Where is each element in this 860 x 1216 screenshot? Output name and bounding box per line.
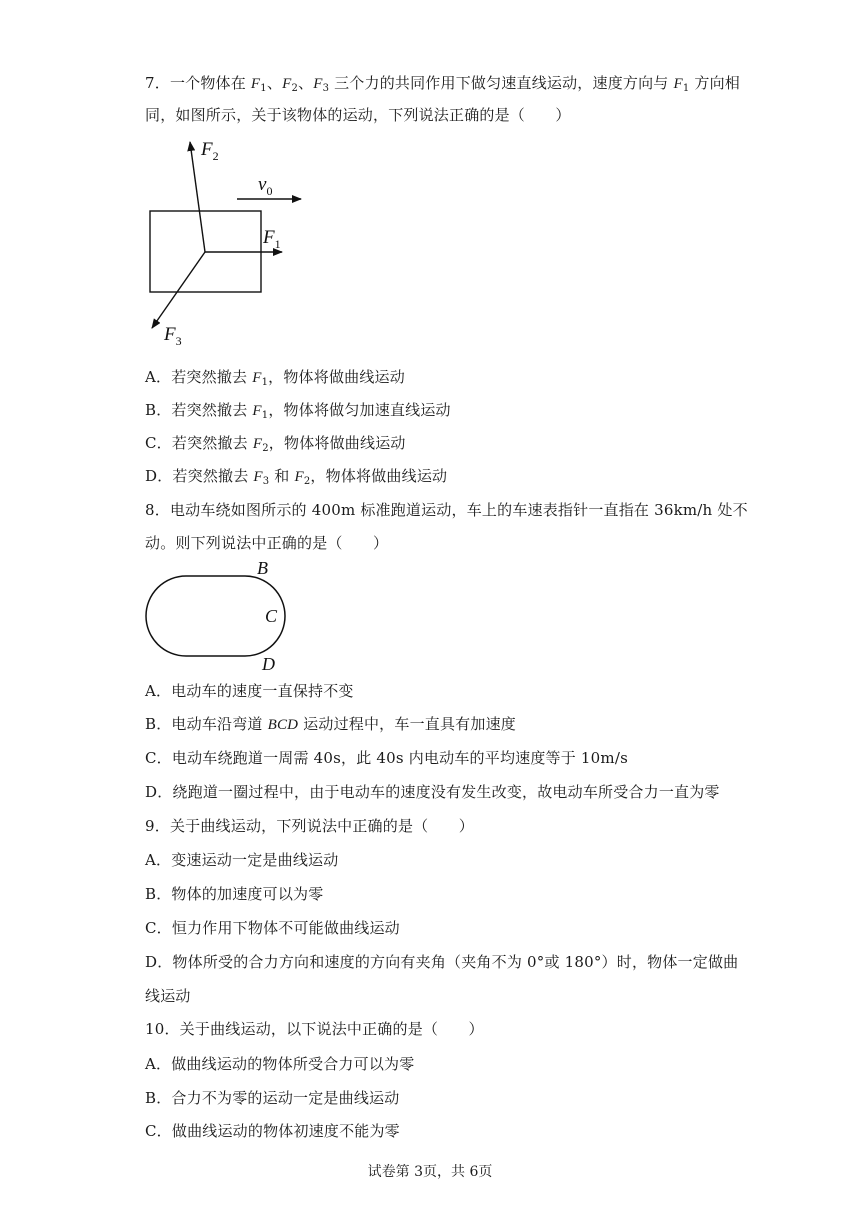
- q7-option-d: D．若突然撤去 $F_3$ 和 $F_2$，物体将做曲线运动: [145, 467, 448, 487]
- q8-stem-line1: 8．电动车绕如图所示的 400m 标准跑道运动，车上的车速表指针一直指在 36km/h 处不: [145, 501, 748, 519]
- q8-option-b: B．电动车沿弯道 BCD 运动过程中，车一直具有加速度: [145, 715, 516, 733]
- q7-option-c: C．若突然撤去 $F_2$，物体将做曲线运动: [145, 434, 406, 454]
- q7-label-f1: $F_1$: [263, 227, 281, 251]
- q8-option-a: A．电动车的速度一直保持不变: [145, 682, 354, 700]
- q10-stem: 10．关于曲线运动，以下说法中正确的是（ ）: [145, 1020, 484, 1038]
- q9-option-b: B．物体的加速度可以为零: [145, 885, 324, 903]
- q8-option-d: D．绕跑道一圈过程中，由于电动车的速度没有发生改变，故电动车所受合力一直为零: [145, 783, 720, 801]
- page-footer: 试卷第 3页，共 6页: [367, 1164, 493, 1180]
- q8-label-d: D: [262, 654, 275, 674]
- q9-stem: 9．关于曲线运动，下列说法中正确的是（ ）: [145, 817, 474, 835]
- q10-option-a: A．做曲线运动的物体所受合力可以为零: [145, 1055, 415, 1073]
- q8-track-diagram: [140, 558, 300, 676]
- q8-label-c: C: [265, 606, 278, 626]
- q7-stem-line1: 7．一个物体在 $F_1$、$F_2$、$F_3$ 三个力的共同作用下做匀速直线运动，速度方向与 $F_1$ 方向相: [145, 74, 740, 94]
- q9-option-a: A．变速运动一定是曲线运动: [145, 851, 339, 869]
- q8-stem-line2: 动。则下列说法中正确的是（ ）: [145, 534, 389, 552]
- q7-stem-line2: 同，如图所示，关于该物体的运动，下列说法正确的是（ ）: [145, 106, 571, 124]
- q10-option-c: C．做曲线运动的物体初速度不能为零: [145, 1122, 400, 1140]
- q9-option-d-line2: 线运动: [145, 987, 191, 1005]
- q7-f3-arrow: [152, 252, 205, 328]
- q7-label-f2: $F_2$: [201, 139, 219, 163]
- q10-option-b: B．合力不为零的运动一定是曲线运动: [145, 1089, 400, 1107]
- q8-option-c: C．电动车绕跑道一周需 40s，此 40s 内电动车的平均速度等于 10m/s: [145, 749, 628, 767]
- q7-option-a: A．若突然撤去 $F_1$，物体将做曲线运动: [145, 368, 405, 388]
- q9-option-c: C．恒力作用下物体不可能做曲线运动: [145, 919, 400, 937]
- q7-force-diagram: [130, 128, 330, 356]
- q7-label-f3: $F_3$: [164, 324, 182, 348]
- q7-label-v0: $v_0$: [258, 174, 273, 198]
- q9-option-d-line1: D．物体所受的合力方向和速度的方向有夹角（夹角不为 0°或 180°）时，物体一定做曲: [145, 953, 739, 971]
- q7-option-b: B．若突然撤去 $F_1$，物体将做匀加速直线运动: [145, 401, 451, 421]
- q8-label-b: B: [257, 558, 268, 578]
